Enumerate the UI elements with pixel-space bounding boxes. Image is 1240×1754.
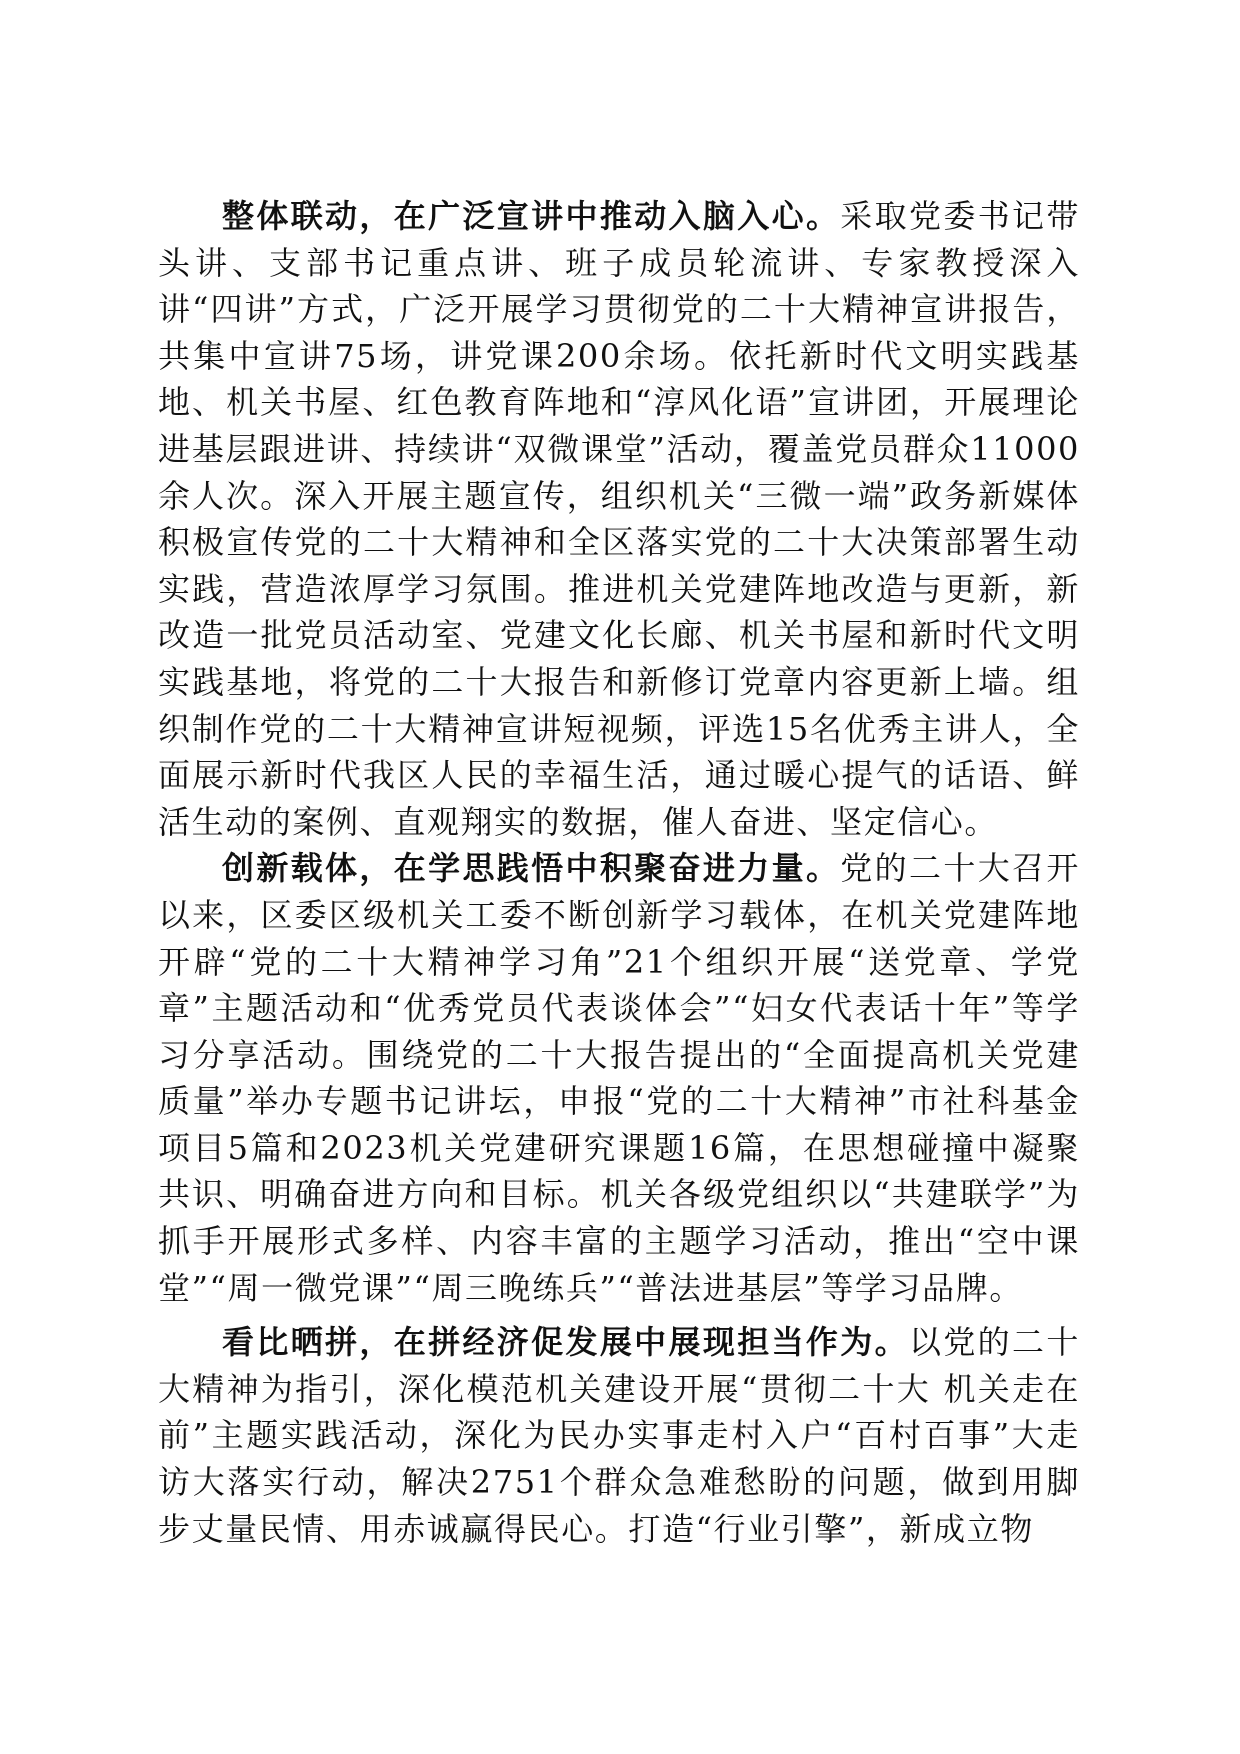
- paragraph-2-text: 党的二十大召开以来，区委区级机关工委不断创新学习载体，在机关党建阵地开辟“党的二十大精神学习角”21个组织开展“送党章、学党章”主题活动和“优秀党员代表谈体会”“妇女代表话十年”等学习分享活动。围绕党的二十大报告提出的“全面提高机关党建质量”举办专题书记讲坛，申报“党的二十大精神”市社科基金项目5篇和2023机关党建研究课题16篇，在思想碰撞中凝聚共识、明确奋进方向和目标。机关各级党组织以“共建联学”为抓手开展形式多样、内容丰富的主题学习活动，推出“空中课堂”“周一微党课”“周三晚练兵”“普法进基层”等学习品牌。: [158, 849, 1080, 1307]
- paragraph-1: [158, 193, 1080, 845]
- paragraph-3: [158, 1319, 1080, 1552]
- paragraph-1-heading: 整体联动，在广泛宣讲中推动入脑入心。: [222, 197, 841, 235]
- document-body: [158, 193, 1080, 1552]
- paragraph-3-text: 以党的二十大精神为指引，深化模范机关建设开展“贯彻二十大 机关走在前”主题实践活动，深化为民办实事走村入户“百村百事”大走访大落实行动，解决2751个群众急难愁盼的问题，做到用脚步丈量民情、用赤诚赢得民心。打造“行业引擎”，新成立物: [158, 1323, 1080, 1548]
- paragraph-2: [158, 845, 1080, 1311]
- paragraph-1-text: 采取党委书记带头讲、支部书记重点讲、班子成员轮流讲、专家教授深入讲“四讲”方式，广泛开展学习贯彻党的二十大精神宣讲报告，共集中宣讲75场，讲党课200余场。依托新时代文明实践基地、机关书屋、红色教育阵地和“淳风化语”宣讲团，开展理论进基层跟进讲、持续讲“双微课堂”活动，覆盖党员群众11000余人次。深入开展主题宣传，组织机关“三微一端”政务新媒体积极宣传党的二十大精神和全区落实党的二十大决策部署生动实践，营造浓厚学习氛围。推进机关党建阵地改造与更新，新改造一批党员活动室、党建文化长廊、机关书屋和新时代文明实践基地，将党的二十大报告和新修订党章内容更新上墙。组织制作党的二十大精神宣讲短视频，评选15名优秀主讲人，全面展示新时代我区人民的幸福生活，通过暖心提气的话语、鲜活生动的案例、直观翔实的数据，催人奋进、坚定信心。: [158, 197, 1080, 841]
- paragraph-2-heading: 创新载体，在学思践悟中积聚奋进力量。: [222, 849, 841, 888]
- paragraph-3-heading: 看比晒拼，在拼经济促发展中展现担当作为。: [222, 1323, 909, 1362]
